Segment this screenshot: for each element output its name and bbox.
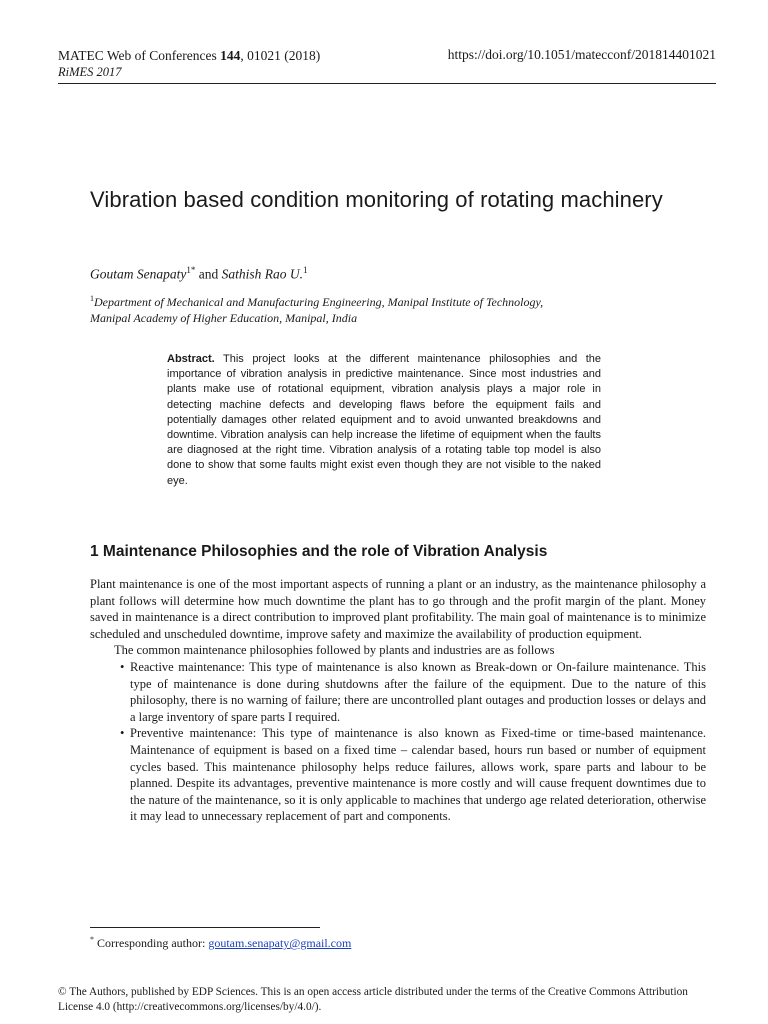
abstract	[167, 352, 601, 489]
abstract-label: Abstract.	[167, 353, 215, 365]
section-body	[90, 576, 706, 825]
author-2-affiliation-mark: 1	[303, 265, 308, 275]
footnote-marker: *	[90, 935, 94, 944]
list-item	[90, 659, 706, 725]
footnote-divider	[90, 927, 320, 928]
journal-suffix: , 01021 (2018)	[240, 48, 321, 63]
list-item-text: Reactive maintenance: This type of maintenance is also known as Break-down or On-failure maintenance. This type of maintenance is done during shutdowns after the failure of the equipment. Due to the nature of this philosophy, there is no warning of failure; there are uncontrolled plant outages and production losses or delays and a large inventory of spare parts I required.	[130, 659, 706, 724]
affiliation-line-1-text: Department of Mechanical and Manufacturing Engineering, Manipal Institute of Technology,	[94, 295, 544, 309]
affiliation	[90, 291, 710, 326]
bullet-icon: •	[120, 659, 125, 674]
conference-name: RiMES 2017	[58, 65, 122, 79]
bullet-list	[90, 659, 706, 825]
page-header-left	[58, 47, 320, 81]
paragraph-1: Plant maintenance is one of the most important aspects of running a plant or an industry, as the maintenance philosophy a plant follows will determine how much downtime the plant has to go through and the profit margin of the plant. Money saved in maintenance is a direct contribution to improved plant profitability. The main goal of maintenance is to minimize scheduled and unscheduled downtime, improve safety and maximize the availability of production equipment.	[90, 577, 706, 641]
author-1-affiliation-mark: 1*	[186, 265, 196, 275]
license-notice: © The Authors, published by EDP Sciences. This is an open access article distributed under the terms of the Creative Commons Attribution License 4.0 (http://creativecommons.org/licenses/by/4.0/).	[58, 986, 688, 1013]
section-heading: 1 Maintenance Philosophies and the role of Vibration Analysis	[90, 543, 548, 560]
abstract-text: This project looks at the different maintenance philosophies and the importance of vibration analysis in predictive maintenance. Since most industries and plants make use of rotational equipment, vibration analysis plays a major role in detecting machine defects and developing flaws before the equipment fails and potentially damages other related equipment and to avoid unwanted breakdowns and downtime. Vibration analysis can help increase the lifetime of equipment when the faults are diagnosed at the right time. Vibration analysis of a rotating table top model is also done to show that some faults might exist even though they are not visible to the naked eye.	[167, 353, 601, 487]
doi-link[interactable]: https://doi.org/10.1051/matecconf/201814401021	[447, 47, 716, 62]
author-2: Sathish Rao U.	[221, 266, 303, 282]
paragraph-2: The common maintenance philosophies followed by plants and industries are as follows	[114, 643, 555, 658]
paper-title: Vibration based condition monitoring of rotating machinery	[90, 187, 663, 212]
journal-citation	[58, 47, 320, 64]
bullet-icon: •	[120, 726, 125, 741]
header-divider	[58, 83, 716, 84]
footnote	[90, 935, 351, 951]
author-line	[90, 265, 308, 283]
affiliation-mark: 1	[90, 294, 94, 303]
journal-prefix: MATEC Web of Conferences	[58, 48, 221, 63]
affiliation-line-1	[90, 291, 710, 311]
corresponding-email-link[interactable]: goutam.senapaty@gmail.com	[208, 936, 352, 950]
journal-volume: 144	[220, 48, 241, 63]
list-item-text: Preventive maintenance: This type of maintenance is also known as Fixed-time or time-based maintenance. Maintenance of equipment is based on a fixed time – calendar based, hours run based or number of equipment cycles based. This maintenance philosophy helps reduce failures, allows work, spare parts and labour to be planned. Despite its advantages, preventive maintenance is more costly and will cause frequent downtimes due to the nature of the maintenance, so it is only applicable to machines that undergo age related deterioration, otherwise it may lead to unnecessary replacement of part and components.	[130, 726, 706, 824]
affiliation-line-2: Manipal Academy of Higher Education, Manipal, India	[90, 310, 358, 325]
author-1: Goutam Senapaty	[90, 266, 187, 282]
footnote-label: Corresponding author:	[94, 936, 209, 950]
list-item	[90, 725, 706, 825]
author-conjunction: and	[195, 266, 222, 282]
